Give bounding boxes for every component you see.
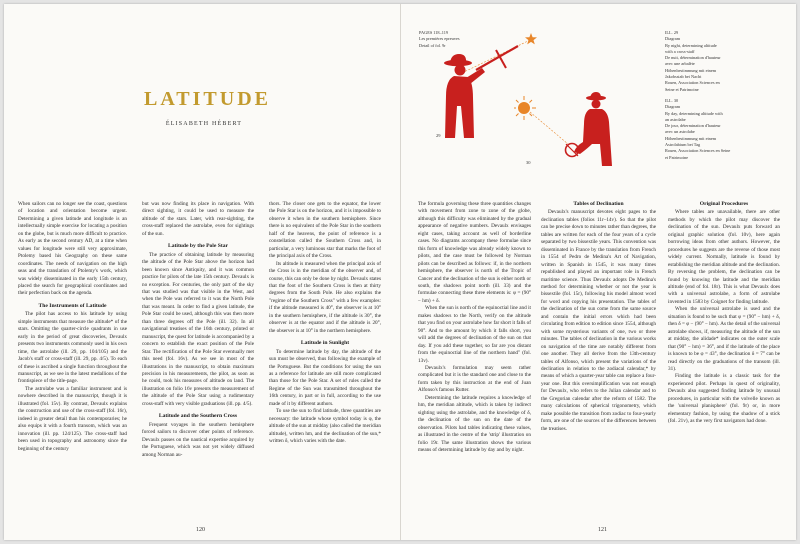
caption-line: By day, determining altitude with <box>665 110 723 116</box>
body-paragraph: but was now finding its place in navigation. With direct sighting, it could be used to measure the altitude of the stars. Later, with rear-sighting, the cross-staff replaced the astrolabe, even for sightings of the sun. <box>142 201 254 237</box>
caption-line: Les premières epreuves <box>419 36 460 42</box>
body-paragraph: Finding the latitude is a classic task for the experienced pilot. Perhaps in quest of originality, Devaulx also suggested finding latitude by unusual procedures, in particular with the volvelle known as the 'universal planisphere' (fol. 9r) or, in more elementary fashion, by using the shadow of a stick (fol. 21v), as the very first navigators had done. <box>668 373 780 425</box>
pilot-figure <box>574 92 612 166</box>
body-paragraph: The pilot has access to his latitude by using simple instruments that measure the altitude* of the stars. Omitting the quarter-circle quadrants in use early in the period of great discoveries, Devaulx presents two instruments commonly used in his own time, the astrolabe (ill. 29, pp. 104/105) and the Jacob's staff or cross-staff (ill. 29, pp. 4/5). To each of these is ascribed a single function throughout the manuscript, as we see in the latest medallions of the frontispiece of the title-page. <box>18 311 127 385</box>
astrolabe-illustration <box>514 92 634 174</box>
caption-illustrations <box>665 30 780 161</box>
caption-line: Detail of fol. 9r <box>419 42 446 48</box>
figure-number-29: 29 <box>436 133 441 138</box>
body-paragraph: Its altitude is measured when the principal axis of the Cross is in the meridian of the observer and, of course, this can only be done by night. Devaulx states that the foot of the Southern Cross is then at thirty degrees from the South Pole. He also explains the "regime of the Southern Cross" with a few examples: if the altitude measured is 40°, the observer is at 10° in the southern hemisphere, if the altitude is 30°, the observer is at the equator and if the altitude is 20°, the observer is at 10° in the northern hemisphere. <box>269 260 381 334</box>
figure-number-30: 30 <box>526 160 531 165</box>
caption-line: Diagram <box>665 36 681 42</box>
caption-line: Jakobsstab bei Nacht <box>665 74 702 80</box>
gutter <box>400 4 401 540</box>
body-paragraph: The formula governing these three quantities changes with movement from zone to zone of the globe, although this difficulty was eliminated by the gradual appearance of negative numbers. Devaulx envisages eight cases, taking account as well of borderline cases. No diagrams accompany these formulae since this form of knowledge was already widely known to pilots, and the case must be followed by Norman pilots can be described as follows: if, in the northern hemisphere, the observer is north of the Tropic of Cancer and the declination of the sun is either north or south, the shadows point north (ill. 33) and the formulae connecting these three elements is: φ = (90° − hm) + δ. <box>418 201 531 304</box>
caption-line: De nuit, détermination d'hauteur <box>665 55 721 61</box>
section-heading: The Instruments of Latitude <box>38 302 107 309</box>
body-paragraph: Determining the latitude requires a knowledge of hm, the meridian altitude, which is taken by indirect sighting using the astrolabe, and the knowledge of δ, the declination of the sun on the date of the observation. Pilots had tables indicating these values, as illustrated in the centre of the 'strip' illustration on folio 19r. The same illustration shows the various means of determining latitude by day and by night. <box>418 394 531 453</box>
body-paragraph: Devaulx's manuscript devotes eight pages to the declination tables (folios 11r–14v). So that the pilot can be precise down to minutes rather than degrees, the tables are written for each of the four years of a cycle separated by two bissextile years. This convention was disseminated in France by the translation from French in 1554 of Pedro de Medina's Art of Navigation, written in Spanish in 1545, it was many times republished and played an important role in French maritime science. Thus Devaulx adopts De Medina's method for determining whether or not the year is bissextile (fol. 15r), following his model almost word for word and copying his presentation. The tables of the declination of the sun come from the same source and contain the initial errors which had been circulating from edition to edition since 1554, although with some mysterious variants of one, two or three minutes. The tables of declination in the various works on navigation of the time are notably different from one another. They all derive from the 13th-century tables of Alfonso, which present the variations of the declination in relation to the zodiacal calendar,* by means of which a quarter-year table can replace a four-year one. But this oversimplification was not enough for Devaulx, who refers to the Julian calendar and to the Gregorian calendar after the reform of 1582. The many calculations of spherical trigonometry, which make possible the transition from zodiac to four-yearly form, are one of the sources of the differences between the treatises. <box>541 209 656 432</box>
body-paragraph: To use the sun to find latitude, three quantities are necessary: the latitude whose symbol today is φ, the altitude of the sun at midday (also called the meridian altitude), written hm, and the declination of the sun,* written δ, which varies with the date. <box>269 408 381 445</box>
caption-line: Astrolabium bei Tag <box>665 142 701 148</box>
caption-line: avec une arbalète <box>665 61 695 67</box>
left-page-column-2 <box>142 201 254 459</box>
body-paragraph: The astrolabe was a familiar instrument and is nowhere described in the manuscript, though it is illustrated (fol. 15v). By contrast, Devaulx explains the construction and use of the cross-staff (fol. 16r), indeed in greater detail than his contemporaries; he also equips it with a fourth transom, which was an innovation (ill. pp. 124/125). The cross-staff had been used in topography and astronomy since the beginning of the century <box>18 385 127 452</box>
author-name: ÉLISABETH HÉBERT <box>165 121 243 127</box>
section-heading: Latitude in Sunlight <box>300 340 350 347</box>
sun-icon <box>514 96 536 120</box>
section-heading: Tables of Declination <box>573 201 624 207</box>
caption-line: et Patrimoine <box>665 154 689 160</box>
section-heading: Original Procedures <box>699 201 749 207</box>
caption-line: Rouen, Association Sciences en <box>665 80 720 86</box>
body-paragraph: Frequent voyages in the southern hemisphere forced sailors to discover other points of reference. Devaulx passes on the nautical expertise acquired by the Portuguese, which was not yet widely diffused among Norman au- <box>142 421 254 458</box>
right-page-column-3 <box>668 201 780 426</box>
star-icon <box>525 33 537 44</box>
body-paragraph: thors. The closer one gets to the equator, the lower the Pole Star is on the horizon, and it is impossible to observe it when in the southern hemisphere. Since there is no equivalent of the Pole Star in the southern half of the heavens, the point of reference is a constellation called the Southern Cross and, in particular, a very luminous star that marks the foot of the principal axis of the Cross. <box>269 201 381 260</box>
caption-line: De jour, détermination d'hauteur <box>665 123 721 129</box>
caption-line: ILL. 29 <box>665 30 679 35</box>
caption-line: PAGES 118–119 <box>419 30 449 35</box>
section-heading: Latitude and the Southern Cross <box>158 413 238 420</box>
caption-line: avec un astrolabe <box>665 129 695 135</box>
body-paragraph: The practice of obtaining latitude by measuring the altitude of the Pole Star above the horizon had been known since Antiquity, and it was common practice for pilots of the late 15th century. Devaulx is no exception. For centuries, the only part of the sky that was studied was that visible in the West, and when the Pole was referred to it was the North Pole that was meant. In order to find a given latitude, the Pole Star could be used, although this was then more than three degrees off the Pole (ill. 32). In all navigational treatises of the 16th century, printed or manuscript, the quest for latitude is accompanied by a concern to establish the exact position of the Pole Star. The rectification of the Pole Star eventually met this need (fol. 16v). As we see in most of the illustrations in the manuscript, to obtain maximum precision in his measurements, the pilot, as soon as he could, took his measures of altitude on land. The illustration on folio 16v presents the measurement of the altitude of the Pole Star using a rudimentary cross-staff with very visible graduations (ill. pp. 4/5). <box>142 251 254 407</box>
caption-line: Seine et Patrimoine <box>665 86 699 92</box>
caption-line: Diagram <box>665 104 681 110</box>
page-number-left: 120 <box>196 527 205 533</box>
body-paragraph: Devaulx's formulation may seem rather complicated but it is the standard one and close to the form taken by this instruction at the end of Juan Alfonso's famous Rutter. <box>418 364 531 394</box>
chapter-title: LATITUDE <box>144 88 271 110</box>
right-page-column-1 <box>418 201 531 454</box>
section-heading: Latitude by the Pole Star <box>168 243 228 250</box>
body-paragraph: When the sun is north of the equinoctial line and it makes shadows to the North, verify on the altitude that you find on your astrolabe how far short it falls of 90°. And to the amount by which it falls short, you will add the degrees of declination of the sun on that day. If you add these together, so far are you distant from the equinoctial line of the northern hand" (fol. 13v). <box>418 305 531 364</box>
body-paragraph: Where tables are unavailable, there are other methods by which the pilot may discover the declination of the sun. Devaulx puts forward an original graphic solution (fol. 10v), here again borrowing ideas from other authors. However, the procedures he suggests are the reverse of those most widely current. Normally, latitude is found by establishing the meridian altitude and the declination. By reversing the problem, the declination can be found by knowing the latitude and the meridian altitude (end of fol. 18r). This is what Devaulx does with a universal astrolabe, a form of astrolabe invented in 1583 by Coignet for finding latitude. <box>668 209 780 305</box>
page-number-right: 121 <box>598 527 607 533</box>
caption-line: Höhenbestimmung mit einem <box>665 135 717 141</box>
caption-line: Rouen, Association Sciences en Seine <box>665 148 731 154</box>
body-paragraph: To determine latitude by day, the altitude of the sun must be observed, thus following the example of the Portuguese. But the conditions for using the sun as a reference for latitude are still more complicated than those for the Pole Star. A set of rules called the Regime of the Sun was transmitted throughout the 16th century, in part or in full, according to the use made of it by different authors. <box>269 348 381 407</box>
caption-line: By night, determining altitude <box>665 42 717 48</box>
body-paragraph: When the universal astrolabe is used and the situation is found to be such that φ = (90° − hm) + δ, then δ = φ − (90° − hm). As the detail of the universal astrolabe shows, if, measuring the altitude of the sun at midday, the alidade* indicates on the outer scale that (90° − hm) = 36°, and if the latitude of the place is known to be φ = 43°, the declination δ = 7° can be read directly on the graduations of the transom (ill. 31). <box>668 306 780 372</box>
caption-line: Höhenbestimmung mit einem <box>665 67 717 73</box>
body-paragraph: When sailors can no longer see the coast, questions of location and orientation become urgent. Determining a given latitude and longitude is an intellectually simple exercise for locating a position on the globe, but is much more difficult to practice. As early as the second century AD, at a time when values for longitude were still very approximate, Ptolemy based his Geography on these same coordinates. The needs of navigation on the high seas and the translation of Ptolemy's work, which was widely disseminated in the early 15th century, placed the search for geographical coordinates and their perfection back on the agenda. <box>18 201 127 297</box>
caption-line: with a cross-staff <box>665 48 695 54</box>
navigator-figure <box>444 54 485 138</box>
right-page-column-2 <box>541 201 656 433</box>
left-page-column-1 <box>18 201 127 453</box>
caption-line: an astrolabe <box>665 116 686 122</box>
caption-line: ILL. 30 <box>665 97 679 103</box>
left-page-column-3 <box>269 201 381 446</box>
book-spread <box>4 4 796 540</box>
